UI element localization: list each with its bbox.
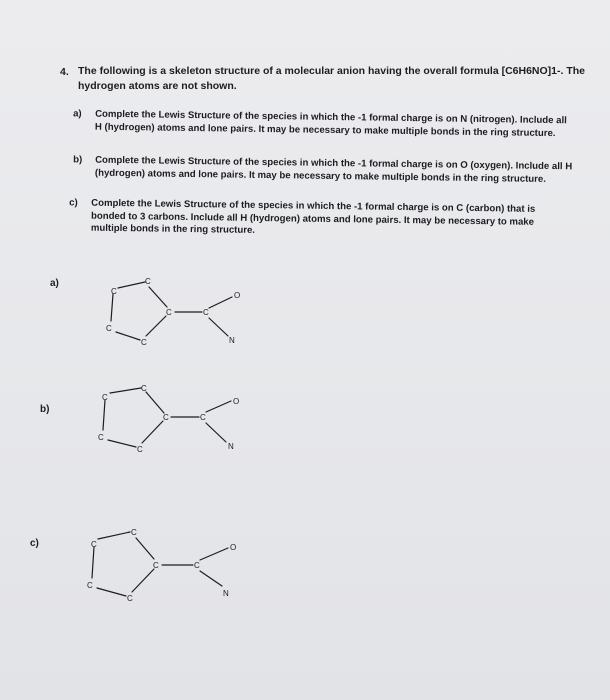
question-number: 4.	[60, 66, 69, 78]
part-c-label: c)	[69, 197, 78, 209]
ring-atom: C	[98, 433, 104, 442]
chain-carbon: C	[200, 413, 206, 422]
oxygen-atom: O	[234, 291, 241, 300]
ring-atom: C	[166, 308, 172, 317]
ring-atom: C	[153, 561, 159, 570]
nitrogen-atom: N	[229, 336, 235, 345]
ring-atom: C	[106, 324, 112, 333]
ring-atom: C	[141, 384, 147, 393]
oxygen-atom: O	[233, 397, 240, 406]
part-a-label: a)	[73, 108, 82, 120]
part-b-label: b)	[73, 154, 83, 166]
ring-atom: C	[141, 338, 147, 347]
nitrogen-atom: N	[223, 589, 229, 598]
ring-atom: C	[131, 528, 137, 537]
ring-atom: C	[87, 581, 93, 590]
ring-atom: C	[127, 594, 133, 603]
question-intro: The following is a skeleton structure of a molecular anion having the overall formula [C6H6NO]1-. The hydrogen atoms are not shown.	[78, 65, 586, 92]
nitrogen-atom: N	[228, 442, 234, 451]
chain-carbon: C	[194, 561, 200, 570]
part-a-text: Complete the Lewis Structure of the species in which the -1 formal charge is on N (nitrogen). Include all H (hydrogen) atoms and lone pairs. It may be necessary to make multiple bonds in the ring structure.	[94, 108, 567, 139]
structure-a-label: a)	[50, 278, 59, 289]
ring-atom: C	[137, 445, 143, 454]
ring-atom: C	[163, 413, 169, 422]
ring-atom: C	[91, 540, 97, 549]
structure-c-label: c)	[30, 538, 39, 549]
structure-b-label: b)	[40, 404, 50, 415]
part-b-text: Complete the Lewis Structure of the species in which the -1 formal charge is on O (oxygen). Include all H (hydrogen) atoms and lone pairs. It may be necessary to make multiple bonds in the ring structure.	[94, 154, 573, 185]
part-c-text: Complete the Lewis Structure of the species in which the -1 formal charge is on C (carbon) that is bonded to 3 carbons. Include all H (hydrogen) atoms and lone pairs. It may be necessary to make multiple bonds in the ring structure.	[90, 197, 536, 236]
chain-carbon: C	[203, 308, 209, 317]
oxygen-atom: O	[230, 543, 237, 552]
ring-atom: C	[102, 393, 108, 402]
ring-atom: C	[111, 287, 117, 296]
ring-atom: C	[145, 277, 151, 286]
